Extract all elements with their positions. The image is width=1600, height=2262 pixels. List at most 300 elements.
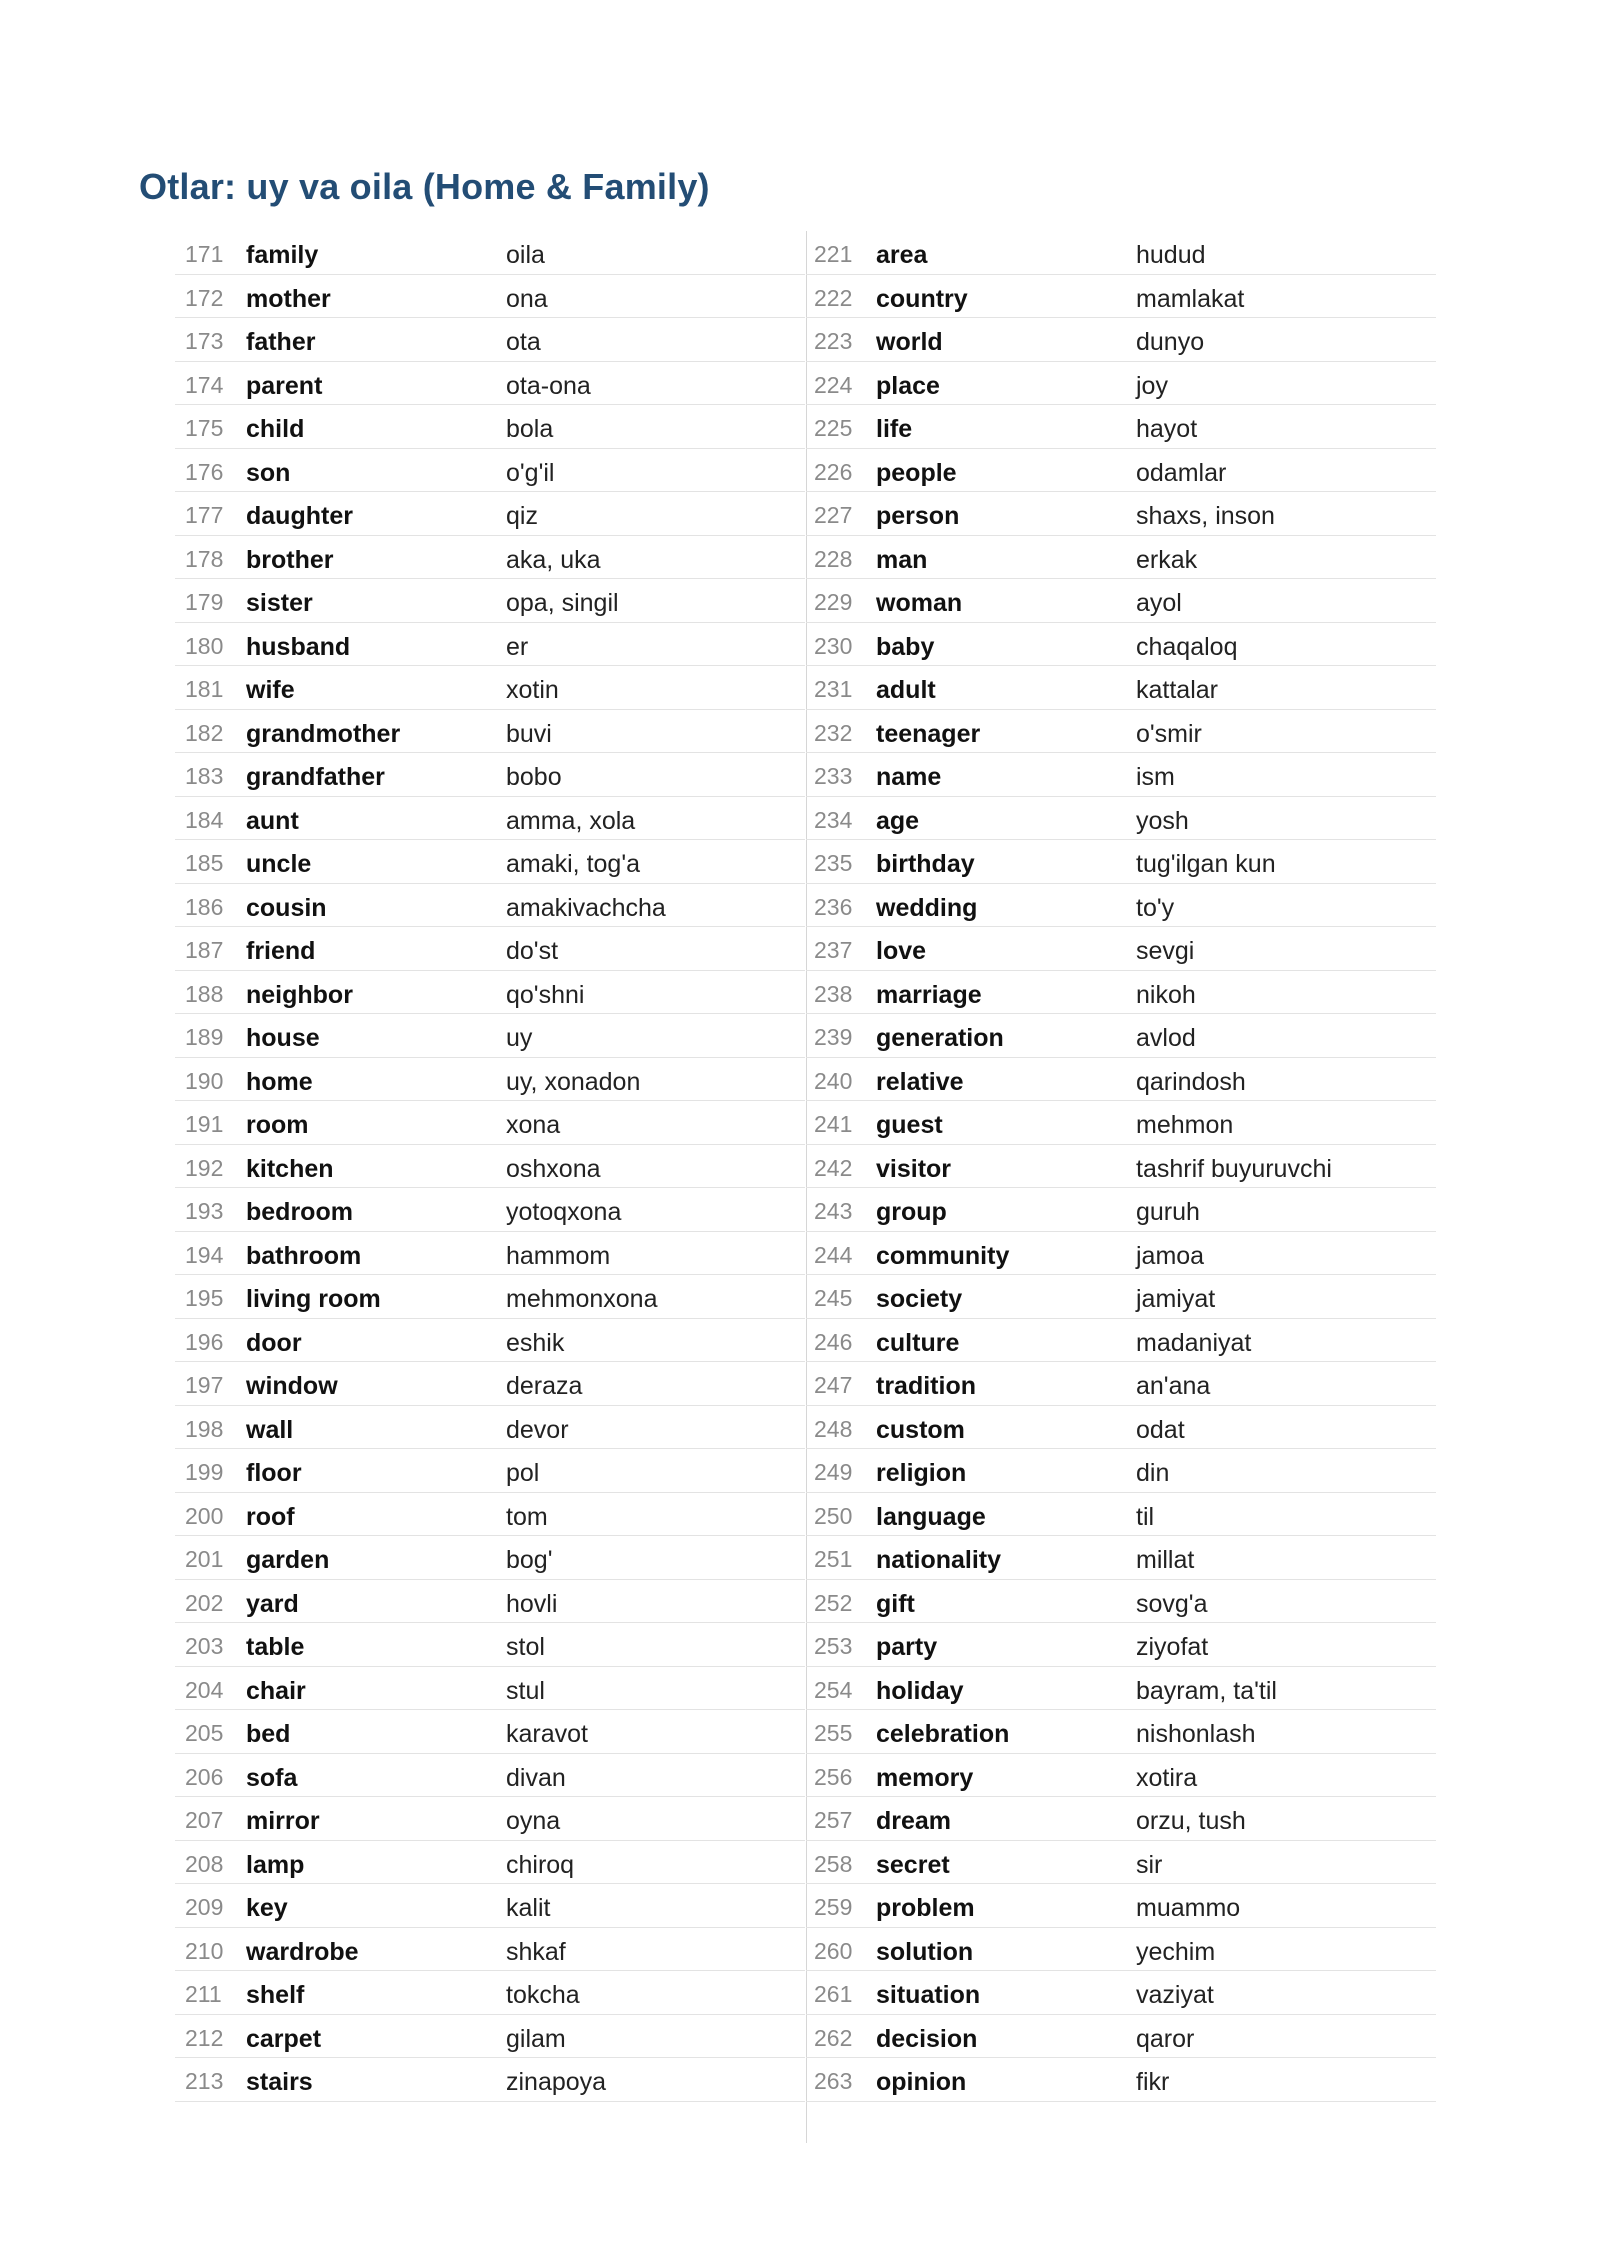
- vocab-row: [175, 1449, 805, 1493]
- uzbek-translation: mamlakat: [1136, 284, 1245, 313]
- english-word: decision: [876, 2024, 978, 2053]
- uzbek-translation: kalit: [506, 1894, 551, 1922]
- vocab-row: [175, 2015, 805, 2059]
- uzbek-translation: jamiyat: [1136, 1285, 1216, 1313]
- english-word: mother: [246, 284, 331, 313]
- vocab-row: [806, 2015, 1436, 2059]
- word-number: 188: [185, 980, 224, 1007]
- vocab-row: [175, 492, 805, 536]
- word-number: 229: [814, 589, 853, 615]
- vocab-row: [175, 797, 805, 841]
- word-number: 233: [814, 763, 853, 789]
- english-word: relative: [876, 1067, 964, 1096]
- word-number: 178: [185, 545, 224, 572]
- vocab-row: [175, 1014, 805, 1058]
- vocab-row: [175, 927, 805, 971]
- uzbek-translation: yosh: [1136, 806, 1189, 835]
- english-word: area: [876, 241, 928, 269]
- uzbek-translation: oshxona: [506, 1154, 601, 1183]
- vocab-column-right: [806, 231, 1436, 2102]
- word-number: 227: [814, 502, 853, 528]
- uzbek-translation: madaniyat: [1136, 1328, 1252, 1357]
- uzbek-translation: odamlar: [1136, 458, 1227, 487]
- uzbek-translation: uy, xonadon: [506, 1067, 641, 1096]
- word-number: 190: [185, 1067, 224, 1094]
- uzbek-translation: hayot: [1136, 415, 1198, 443]
- english-word: society: [876, 1285, 963, 1313]
- vocab-row: [175, 1406, 805, 1450]
- word-number: 195: [185, 1285, 224, 1311]
- uzbek-translation: mehmonxona: [506, 1285, 658, 1313]
- english-word: home: [246, 1067, 313, 1096]
- uzbek-translation: jamoa: [1136, 1241, 1205, 1270]
- uzbek-translation: an'ana: [1136, 1372, 1211, 1400]
- english-word: stairs: [246, 2068, 313, 2096]
- word-number: 243: [814, 1198, 853, 1224]
- english-word: birthday: [876, 850, 975, 878]
- uzbek-translation: bobo: [506, 763, 562, 791]
- uzbek-translation: ota: [506, 328, 541, 356]
- english-word: world: [876, 328, 943, 356]
- english-word: daughter: [246, 502, 353, 530]
- english-word: sofa: [246, 1763, 298, 1792]
- uzbek-translation: xotira: [1136, 1763, 1198, 1792]
- uzbek-translation: mehmon: [1136, 1111, 1234, 1139]
- uzbek-translation: nishonlash: [1136, 1720, 1256, 1748]
- word-number: 258: [814, 1850, 853, 1877]
- english-word: nationality: [876, 1546, 1002, 1574]
- word-number: 201: [185, 1546, 224, 1572]
- vocab-row: [175, 1058, 805, 1102]
- vocab-row: [175, 623, 805, 667]
- vocab-row: [806, 1754, 1436, 1798]
- english-word: tradition: [876, 1372, 976, 1400]
- english-word: friend: [246, 937, 316, 965]
- uzbek-translation: hudud: [1136, 241, 1206, 269]
- uzbek-translation: sevgi: [1136, 937, 1195, 965]
- english-word: shelf: [246, 1981, 305, 2009]
- word-number: 207: [185, 1807, 224, 1833]
- vocab-row: [175, 840, 805, 884]
- english-word: yard: [246, 1589, 299, 1618]
- word-number: 213: [185, 2068, 224, 2094]
- uzbek-translation: guruh: [1136, 1198, 1200, 1226]
- uzbek-translation: din: [1136, 1459, 1170, 1487]
- english-word: age: [876, 806, 920, 835]
- uzbek-translation: chaqaloq: [1136, 632, 1238, 661]
- vocab-row: [175, 2058, 805, 2102]
- uzbek-translation: hovli: [506, 1589, 558, 1618]
- vocab-row: [175, 1101, 805, 1145]
- english-word: roof: [246, 1502, 295, 1531]
- english-word: custom: [876, 1415, 965, 1444]
- vocab-row: [175, 1623, 805, 1667]
- english-word: place: [876, 371, 940, 400]
- uzbek-translation: bog': [506, 1546, 553, 1574]
- english-word: house: [246, 1024, 320, 1052]
- uzbek-translation: bayram, ta'til: [1136, 1676, 1277, 1705]
- english-word: family: [246, 241, 319, 269]
- english-word: dream: [876, 1807, 952, 1835]
- vocab-row: [175, 666, 805, 710]
- word-number: 175: [185, 415, 224, 441]
- vocab-row: [806, 536, 1436, 580]
- vocab-row: [806, 1928, 1436, 1972]
- word-number: 247: [814, 1372, 853, 1398]
- vocab-row: [806, 710, 1436, 754]
- uzbek-translation: til: [1136, 1502, 1155, 1531]
- uzbek-translation: stol: [506, 1633, 545, 1661]
- word-number: 210: [185, 1937, 224, 1964]
- uzbek-translation: tom: [506, 1502, 548, 1531]
- vocab-row: [806, 797, 1436, 841]
- word-number: 193: [185, 1198, 224, 1224]
- english-word: table: [246, 1633, 305, 1661]
- uzbek-translation: oyna: [506, 1807, 561, 1835]
- word-number: 254: [814, 1676, 853, 1703]
- uzbek-translation: pol: [506, 1459, 540, 1487]
- vocab-row: [175, 536, 805, 580]
- english-word: aunt: [246, 806, 299, 835]
- uzbek-translation: yotoqxona: [506, 1198, 622, 1226]
- word-number: 226: [814, 458, 853, 485]
- word-number: 200: [185, 1502, 224, 1529]
- vocab-row: [806, 1797, 1436, 1841]
- uzbek-translation: orzu, tush: [1136, 1807, 1246, 1835]
- english-word: guest: [876, 1111, 943, 1139]
- uzbek-translation: erkak: [1136, 545, 1198, 574]
- english-word: lamp: [246, 1850, 305, 1879]
- uzbek-translation: uy: [506, 1024, 533, 1052]
- vocab-row: [806, 971, 1436, 1015]
- uzbek-translation: qaror: [1136, 2024, 1195, 2053]
- uzbek-translation: vaziyat: [1136, 1981, 1214, 2009]
- vocab-row: [806, 1667, 1436, 1711]
- english-word: situation: [876, 1981, 981, 2009]
- english-word: love: [876, 937, 927, 965]
- uzbek-translation: karavot: [506, 1720, 588, 1748]
- vocab-row: [806, 666, 1436, 710]
- vocab-row: [806, 1493, 1436, 1537]
- uzbek-translation: ayol: [1136, 589, 1182, 617]
- english-word: window: [246, 1372, 338, 1400]
- english-word: memory: [876, 1763, 974, 1792]
- vocab-row: [175, 579, 805, 623]
- word-number: 187: [185, 937, 224, 963]
- word-number: 234: [814, 806, 853, 833]
- word-number: 185: [185, 850, 224, 876]
- word-number: 173: [185, 328, 224, 354]
- english-word: room: [246, 1111, 309, 1139]
- uzbek-translation: qiz: [506, 502, 538, 530]
- word-number: 246: [814, 1328, 853, 1355]
- vocab-row: [806, 1580, 1436, 1624]
- english-word: celebration: [876, 1720, 1010, 1748]
- uzbek-translation: oila: [506, 241, 545, 269]
- uzbek-translation: eshik: [506, 1328, 565, 1357]
- vocab-row: [806, 405, 1436, 449]
- uzbek-translation: aka, uka: [506, 545, 601, 574]
- word-number: 251: [814, 1546, 853, 1572]
- uzbek-translation: ona: [506, 284, 548, 313]
- vocab-row: [806, 579, 1436, 623]
- vocab-row: [175, 1754, 805, 1798]
- english-word: person: [876, 502, 960, 530]
- uzbek-translation: xotin: [506, 676, 559, 704]
- word-number: 180: [185, 632, 224, 659]
- word-number: 252: [814, 1589, 853, 1616]
- word-number: 198: [185, 1415, 224, 1442]
- vocab-row: [806, 1275, 1436, 1319]
- uzbek-translation: bola: [506, 415, 554, 443]
- word-number: 235: [814, 850, 853, 876]
- word-number: 255: [814, 1720, 853, 1746]
- word-number: 242: [814, 1154, 853, 1181]
- uzbek-translation: qarindosh: [1136, 1067, 1246, 1096]
- uzbek-translation: er: [506, 632, 529, 661]
- word-number: 224: [814, 371, 853, 398]
- english-word: party: [876, 1633, 938, 1661]
- english-word: man: [876, 545, 928, 574]
- word-number: 186: [185, 893, 224, 920]
- english-word: baby: [876, 632, 935, 661]
- uzbek-translation: shaxs, inson: [1136, 502, 1275, 530]
- word-number: 228: [814, 545, 853, 572]
- vocab-row: [806, 1884, 1436, 1928]
- english-word: woman: [876, 589, 963, 617]
- word-number: 257: [814, 1807, 853, 1833]
- word-number: 238: [814, 980, 853, 1007]
- word-number: 209: [185, 1894, 224, 1920]
- vocab-row: [175, 1580, 805, 1624]
- uzbek-translation: odat: [1136, 1415, 1185, 1444]
- uzbek-translation: ziyofat: [1136, 1633, 1209, 1661]
- english-word: child: [246, 415, 305, 443]
- word-number: 177: [185, 502, 224, 528]
- word-number: 239: [814, 1024, 853, 1050]
- word-number: 202: [185, 1589, 224, 1616]
- vocab-row: [175, 318, 805, 362]
- word-number: 256: [814, 1763, 853, 1790]
- vocab-row: [175, 1319, 805, 1363]
- english-word: wall: [246, 1415, 294, 1444]
- vocab-row: [175, 1188, 805, 1232]
- english-word: brother: [246, 545, 334, 574]
- vocab-row: [175, 1797, 805, 1841]
- english-word: life: [876, 415, 913, 443]
- vocab-row: [806, 1058, 1436, 1102]
- vocab-row: [806, 318, 1436, 362]
- word-number: 199: [185, 1459, 224, 1485]
- word-number: 174: [185, 371, 224, 398]
- uzbek-translation: amakivachcha: [506, 893, 666, 922]
- vocab-row: [806, 1536, 1436, 1580]
- word-number: 221: [814, 241, 853, 267]
- vocab-row: [806, 1841, 1436, 1885]
- word-number: 176: [185, 458, 224, 485]
- word-number: 263: [814, 2068, 853, 2094]
- english-word: sister: [246, 589, 313, 617]
- uzbek-translation: tug'ilgan kun: [1136, 850, 1276, 878]
- english-word: people: [876, 458, 957, 487]
- vocab-row: [175, 1928, 805, 1972]
- english-word: cousin: [246, 893, 327, 922]
- english-word: key: [246, 1894, 288, 1922]
- vocab-row: [806, 362, 1436, 406]
- vocab-row: [175, 1493, 805, 1537]
- vocab-row: [806, 623, 1436, 667]
- english-word: garden: [246, 1546, 330, 1574]
- english-word: language: [876, 1502, 986, 1531]
- vocab-row: [175, 1275, 805, 1319]
- word-number: 248: [814, 1415, 853, 1442]
- word-number: 191: [185, 1111, 224, 1137]
- word-number: 250: [814, 1502, 853, 1529]
- uzbek-translation: joy: [1136, 371, 1168, 400]
- vocab-row: [175, 1841, 805, 1885]
- english-word: secret: [876, 1850, 950, 1879]
- english-word: bathroom: [246, 1241, 362, 1270]
- uzbek-translation: stul: [506, 1676, 545, 1705]
- word-number: 211: [185, 1981, 222, 2007]
- uzbek-translation: fikr: [1136, 2068, 1170, 2096]
- vocab-row: [806, 927, 1436, 971]
- uzbek-translation: deraza: [506, 1372, 583, 1400]
- word-number: 203: [185, 1633, 224, 1659]
- vocab-row: [806, 753, 1436, 797]
- word-number: 231: [814, 676, 853, 702]
- word-number: 244: [814, 1241, 853, 1268]
- uzbek-translation: chiroq: [506, 1850, 575, 1879]
- word-number: 259: [814, 1894, 853, 1920]
- vocab-row: [806, 1971, 1436, 2015]
- vocab-row: [806, 1362, 1436, 1406]
- vocab-row: [175, 1232, 805, 1276]
- word-number: 241: [814, 1111, 853, 1137]
- uzbek-translation: do'st: [506, 937, 559, 965]
- uzbek-translation: to'y: [1136, 893, 1175, 922]
- english-word: kitchen: [246, 1154, 334, 1183]
- word-number: 196: [185, 1328, 224, 1355]
- word-number: 212: [185, 2024, 224, 2051]
- uzbek-translation: millat: [1136, 1546, 1195, 1574]
- english-word: holiday: [876, 1676, 964, 1705]
- english-word: floor: [246, 1459, 302, 1487]
- english-word: uncle: [246, 850, 312, 878]
- english-word: father: [246, 328, 316, 356]
- vocab-row: [175, 1536, 805, 1580]
- word-number: 249: [814, 1459, 853, 1485]
- english-word: culture: [876, 1328, 960, 1357]
- vocab-row: [806, 1014, 1436, 1058]
- english-word: wife: [246, 676, 295, 704]
- english-word: wardrobe: [246, 1937, 359, 1966]
- english-word: problem: [876, 1894, 975, 1922]
- english-word: opinion: [876, 2068, 967, 2096]
- uzbek-translation: tokcha: [506, 1981, 580, 2009]
- uzbek-translation: amaki, tog'a: [506, 850, 641, 878]
- vocab-row: [175, 275, 805, 319]
- vocab-row: [175, 753, 805, 797]
- vocab-row: [806, 1406, 1436, 1450]
- english-word: gift: [876, 1589, 915, 1618]
- vocab-row: [175, 971, 805, 1015]
- uzbek-translation: opa, singil: [506, 589, 619, 617]
- vocab-row: [175, 710, 805, 754]
- vocab-row: [175, 1710, 805, 1754]
- english-word: son: [246, 458, 291, 487]
- word-number: 205: [185, 1720, 224, 1746]
- vocab-row: [806, 884, 1436, 928]
- uzbek-translation: devor: [506, 1415, 569, 1444]
- english-word: religion: [876, 1459, 967, 1487]
- uzbek-translation: qo'shni: [506, 980, 585, 1009]
- english-word: group: [876, 1198, 947, 1226]
- word-number: 172: [185, 284, 224, 311]
- english-word: community: [876, 1241, 1010, 1270]
- vocab-column-left: [175, 231, 805, 2102]
- word-number: 230: [814, 632, 853, 659]
- vocab-row: [806, 1623, 1436, 1667]
- word-number: 197: [185, 1372, 224, 1398]
- word-number: 184: [185, 806, 224, 833]
- vocab-row: [806, 1101, 1436, 1145]
- uzbek-translation: sovg'a: [1136, 1589, 1208, 1618]
- uzbek-translation: o'smir: [1136, 719, 1202, 748]
- vocab-row: [175, 1362, 805, 1406]
- vocab-row: [806, 1710, 1436, 1754]
- vocab-row: [806, 840, 1436, 884]
- uzbek-translation: nikoh: [1136, 980, 1196, 1009]
- english-word: door: [246, 1328, 302, 1357]
- vocab-row: [175, 449, 805, 493]
- english-word: carpet: [246, 2024, 322, 2053]
- uzbek-translation: xona: [506, 1111, 561, 1139]
- uzbek-translation: ism: [1136, 763, 1175, 791]
- uzbek-translation: o'g'il: [506, 458, 555, 487]
- english-word: chair: [246, 1676, 306, 1705]
- english-word: name: [876, 763, 942, 791]
- english-word: adult: [876, 676, 936, 704]
- word-number: 240: [814, 1067, 853, 1094]
- english-word: grandfather: [246, 763, 385, 791]
- word-number: 232: [814, 719, 853, 746]
- english-word: grandmother: [246, 719, 401, 748]
- word-number: 262: [814, 2024, 853, 2051]
- word-number: 223: [814, 328, 853, 354]
- vocab-row: [806, 1145, 1436, 1189]
- english-word: teenager: [876, 719, 981, 748]
- vocab-row: [175, 1667, 805, 1711]
- word-number: 179: [185, 589, 224, 615]
- word-number: 245: [814, 1285, 853, 1311]
- word-number: 253: [814, 1633, 853, 1659]
- word-number: 237: [814, 937, 853, 963]
- vocab-row: [806, 2058, 1436, 2102]
- word-number: 194: [185, 1241, 224, 1268]
- word-number: 206: [185, 1763, 224, 1790]
- english-word: living room: [246, 1285, 381, 1313]
- vocab-row: [806, 231, 1436, 275]
- english-word: bed: [246, 1720, 291, 1748]
- word-number: 222: [814, 284, 853, 311]
- word-number: 183: [185, 763, 224, 789]
- uzbek-translation: dunyo: [1136, 328, 1205, 356]
- english-word: country: [876, 284, 968, 313]
- vocab-row: [175, 884, 805, 928]
- uzbek-translation: zinapoya: [506, 2068, 607, 2096]
- word-number: 189: [185, 1024, 224, 1050]
